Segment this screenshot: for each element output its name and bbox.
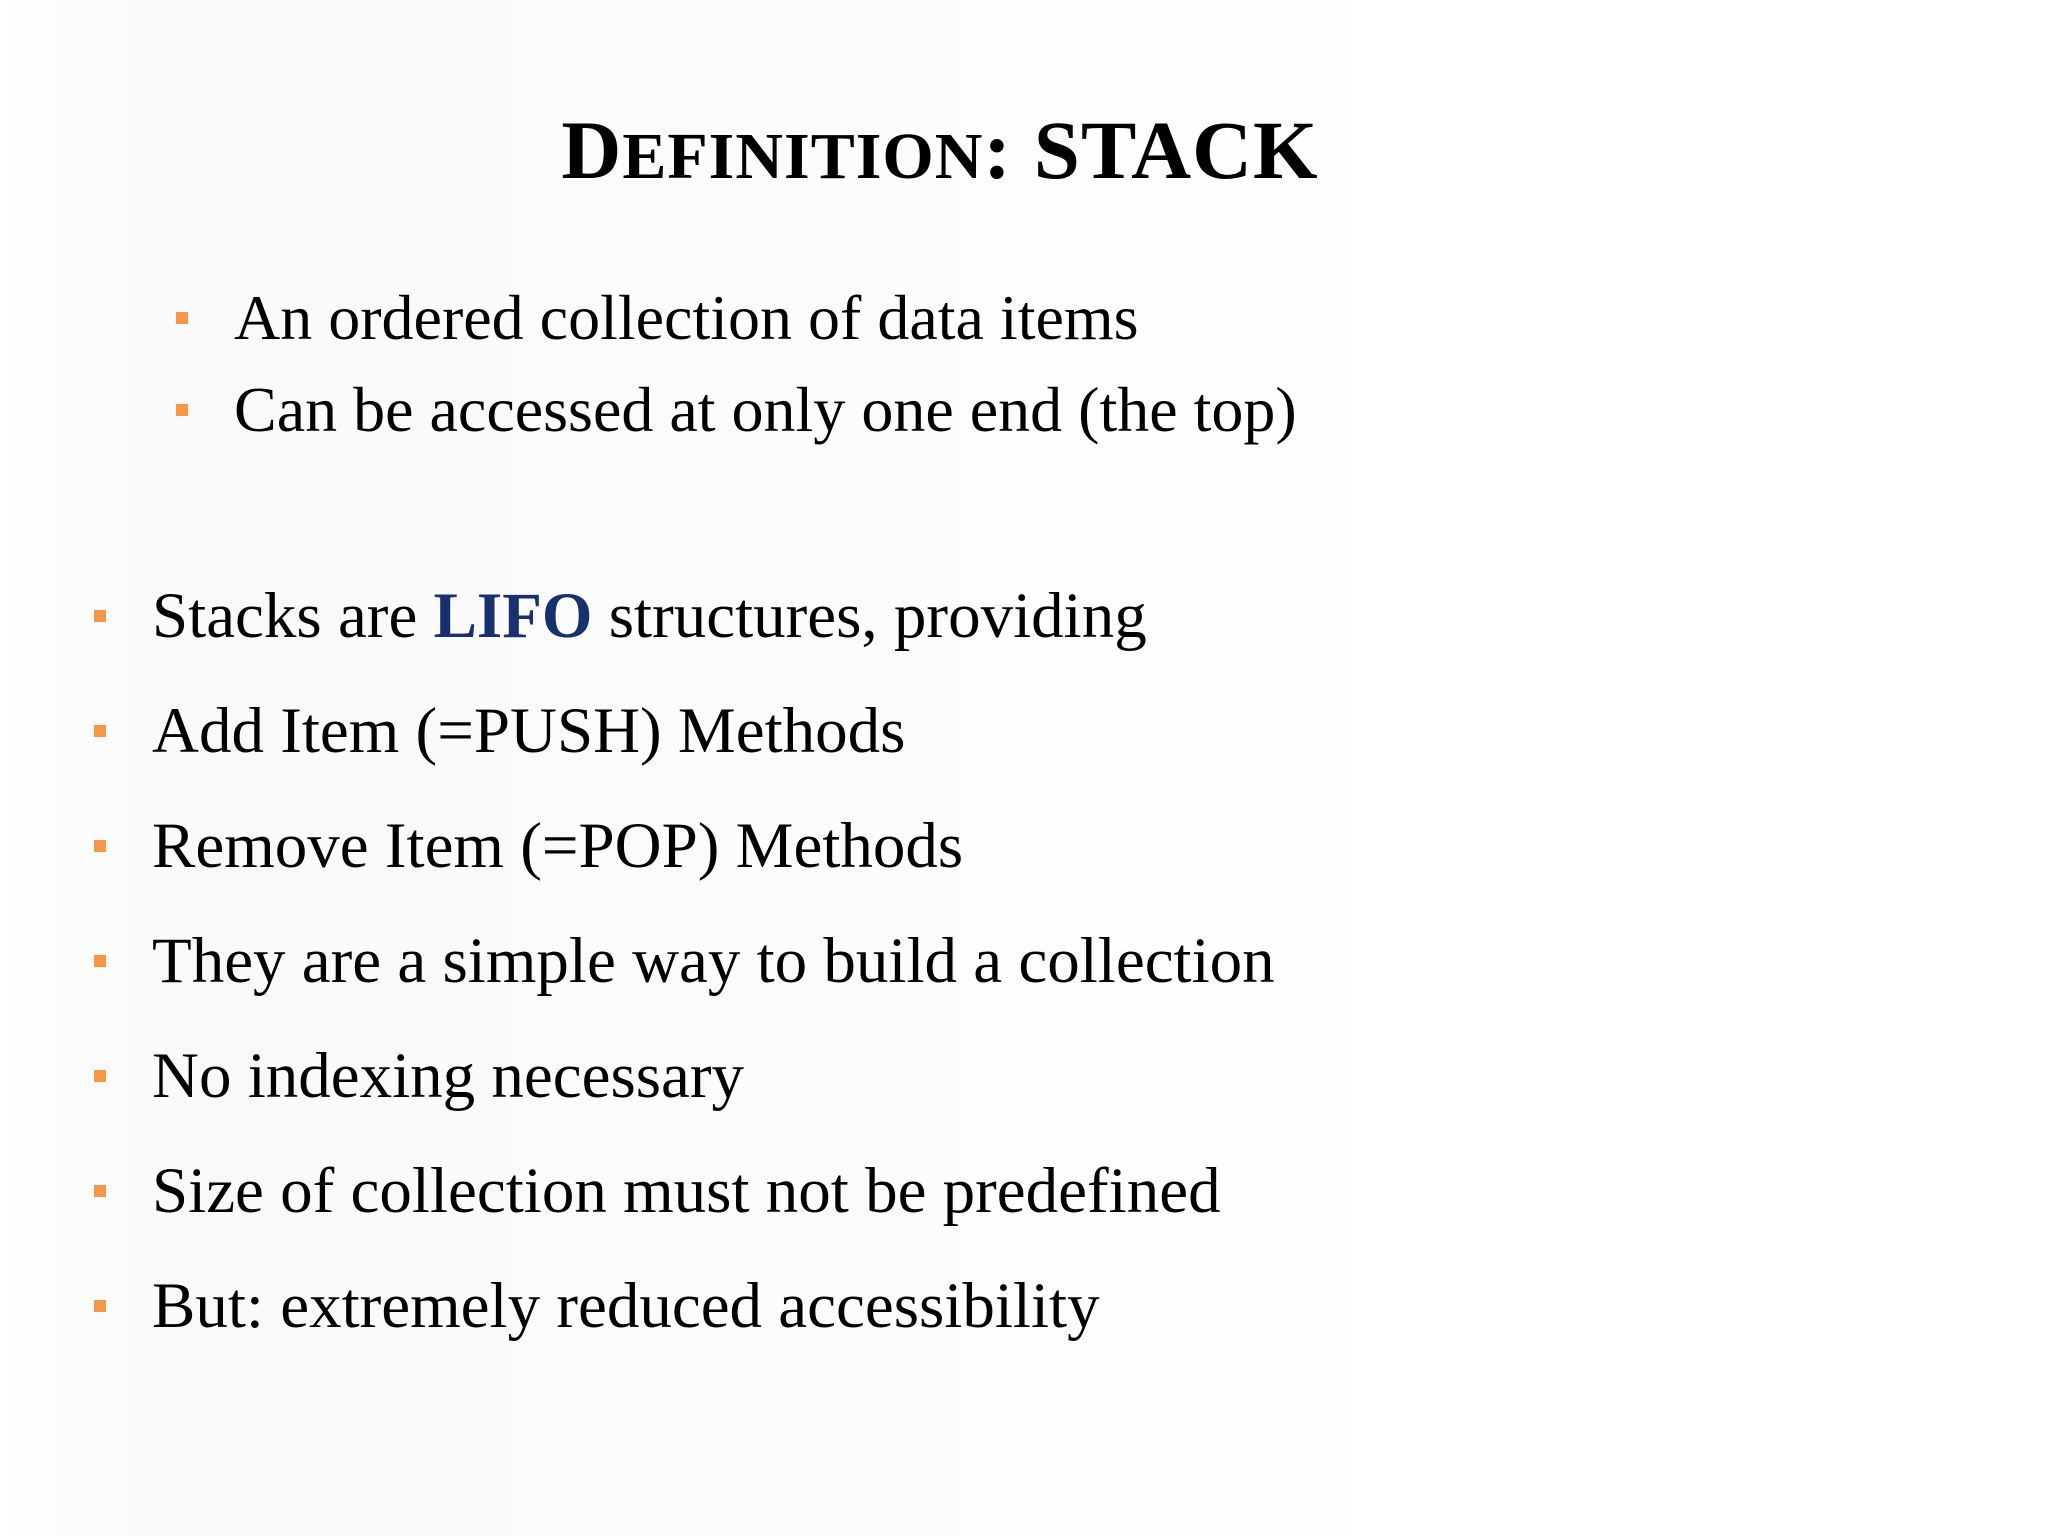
property-item xyxy=(90,1145,1275,1260)
slide-title xyxy=(0,100,1880,207)
property-item xyxy=(90,1030,1275,1145)
property-text-after: structures, providing xyxy=(592,580,1147,652)
definition-text: An ordered collection of data items xyxy=(234,282,1139,353)
definition-list xyxy=(172,272,1297,456)
title-initial: D xyxy=(561,104,623,196)
square-bullet-icon xyxy=(94,955,106,967)
property-item xyxy=(90,800,1275,915)
property-text: Remove Item (=POP) Methods xyxy=(152,810,964,882)
definition-item xyxy=(172,272,1297,364)
definition-item xyxy=(172,364,1297,456)
square-bullet-icon xyxy=(94,1185,106,1197)
square-bullet-icon xyxy=(94,1070,106,1082)
title-separator: : xyxy=(983,104,1034,196)
square-bullet-icon xyxy=(94,610,106,622)
lifo-emphasis: LIFO xyxy=(433,580,593,652)
square-bullet-icon xyxy=(176,312,188,324)
property-text: They are a simple way to build a collection xyxy=(152,925,1275,997)
square-bullet-icon xyxy=(94,840,106,852)
property-text: Size of collection must not be predefined xyxy=(152,1155,1221,1227)
property-item xyxy=(90,570,1275,685)
square-bullet-icon xyxy=(94,1300,106,1312)
property-text: But: extremely reduced accessibility xyxy=(152,1270,1100,1342)
property-item xyxy=(90,685,1275,800)
property-text: Add Item (=PUSH) Methods xyxy=(152,695,906,767)
square-bullet-icon xyxy=(94,725,106,737)
property-text: No indexing necessary xyxy=(152,1040,745,1112)
definition-text: Can be accessed at only one end (the top) xyxy=(234,374,1297,445)
property-text-before: Stacks are xyxy=(152,580,434,652)
title-subject: STACK xyxy=(1033,104,1319,196)
property-item xyxy=(90,915,1275,1030)
properties-list xyxy=(90,570,1275,1375)
square-bullet-icon xyxy=(176,404,188,416)
title-small-caps: EFINITION xyxy=(622,120,984,193)
property-item xyxy=(90,1260,1275,1375)
